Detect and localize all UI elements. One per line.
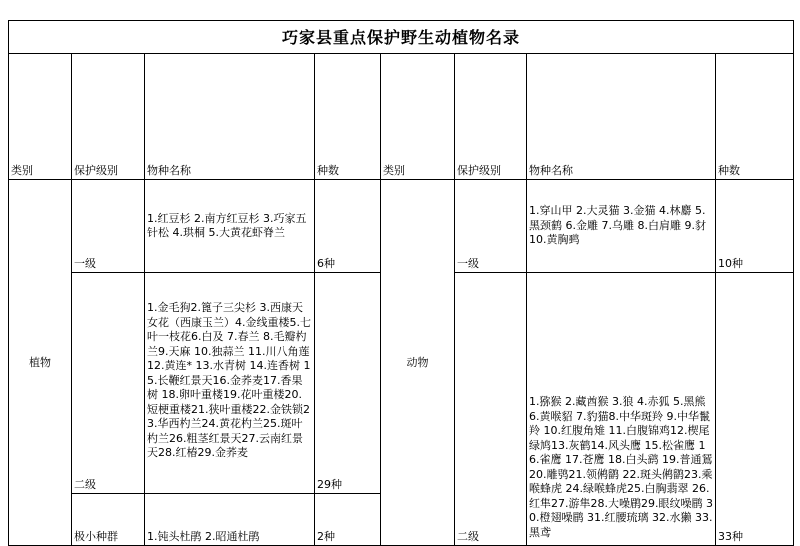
plants-level2-species: 1.金毛狗2.篦子三尖杉 3.西康天女花（西康玉兰）4.金线重楼5.七叶一枝花6.白及 7.春兰 8.毛瓣杓兰9.天麻 10.独蒜兰 11.川八角莲 12.黄连* 13.水青树 14.连香树 15.长鞭红景天16.金荞麦17.香果树 18.卵叶重楼19.花叶重楼20.短梗重楼21.狭叶重楼22.金铁锁23.华西杓兰24.黄花杓兰25.斑叶杓兰26.粗茎红景天27.云南红景天28.红椿29.金荞麦 [147, 301, 311, 460]
plants-minimal-species: 1.钝头杜鹃 2.昭通杜鹃 [147, 529, 260, 543]
animals-level1-species: 1.穿山甲 2.大灵猫 3.金猫 4.林麝 5.黑颈鹤 6.金雕 7.乌雕 8.白肩雕 9.豺 10.黄胸鹀 [529, 204, 706, 247]
animals-level2-count: 33种 [716, 273, 794, 546]
plants-category: 植物 [9, 180, 72, 546]
plants-level1-count: 6种 [315, 180, 381, 273]
plants-level2-label: 二级 [72, 273, 145, 494]
animals-level2-species: 1.猕猴 2.藏酋猴 3.狼 4.赤狐 5.黑熊 6.黄喉貂 7.豹猫8.中华斑羚 9.中华鬣羚 10.红腹角雉 11.白腹锦鸡12.楔尾绿鸠13.灰鹤14.风头鹰 15.松雀鹰 16.雀鹰 17.苍鹰 18.白头鹞 19.普通鵟20.雕鸮21.领鸺鹠 22.斑头鸺鹠23.乘喉蜂虎 24.绿喉蜂虎25.白胸翡翠 26.红隼27.游隼28.大噪鹛29.眼纹噪鹛 30.橙翅噪鹛 31.红腰琉璃 32.水獭 33.黑鸢 [529, 395, 713, 539]
header-count-left: 种数 [315, 54, 381, 180]
plants-minimal-count: 2种 [315, 494, 381, 546]
header-count-right: 种数 [716, 54, 794, 180]
header-category-left: 类别 [9, 54, 72, 180]
species-table [8, 20, 794, 546]
plants-level1-label: 一级 [72, 180, 145, 273]
plants-level2-count: 29种 [315, 273, 381, 494]
table-title: 巧家县重点保护野生动植物名录 [9, 21, 794, 54]
header-level-left: 保护级别 [72, 54, 145, 180]
plants-level1-species: 1.红豆杉 2.南方红豆杉 3.巧家五针松 4.珙桐 5.大黄花虾脊兰 [147, 211, 307, 239]
animals-level2-label: 二级 [455, 273, 527, 546]
header-category-right: 类别 [381, 54, 455, 180]
header-species-right: 物种名称 [527, 54, 716, 180]
plants-minimal-label: 极小种群 [72, 494, 145, 546]
header-level-right: 保护级别 [455, 54, 527, 180]
animals-category: 动物 [381, 180, 455, 546]
header-species-left: 物种名称 [145, 54, 315, 180]
animals-level1-count: 10种 [716, 180, 794, 273]
animals-level1-label: 一级 [455, 180, 527, 273]
